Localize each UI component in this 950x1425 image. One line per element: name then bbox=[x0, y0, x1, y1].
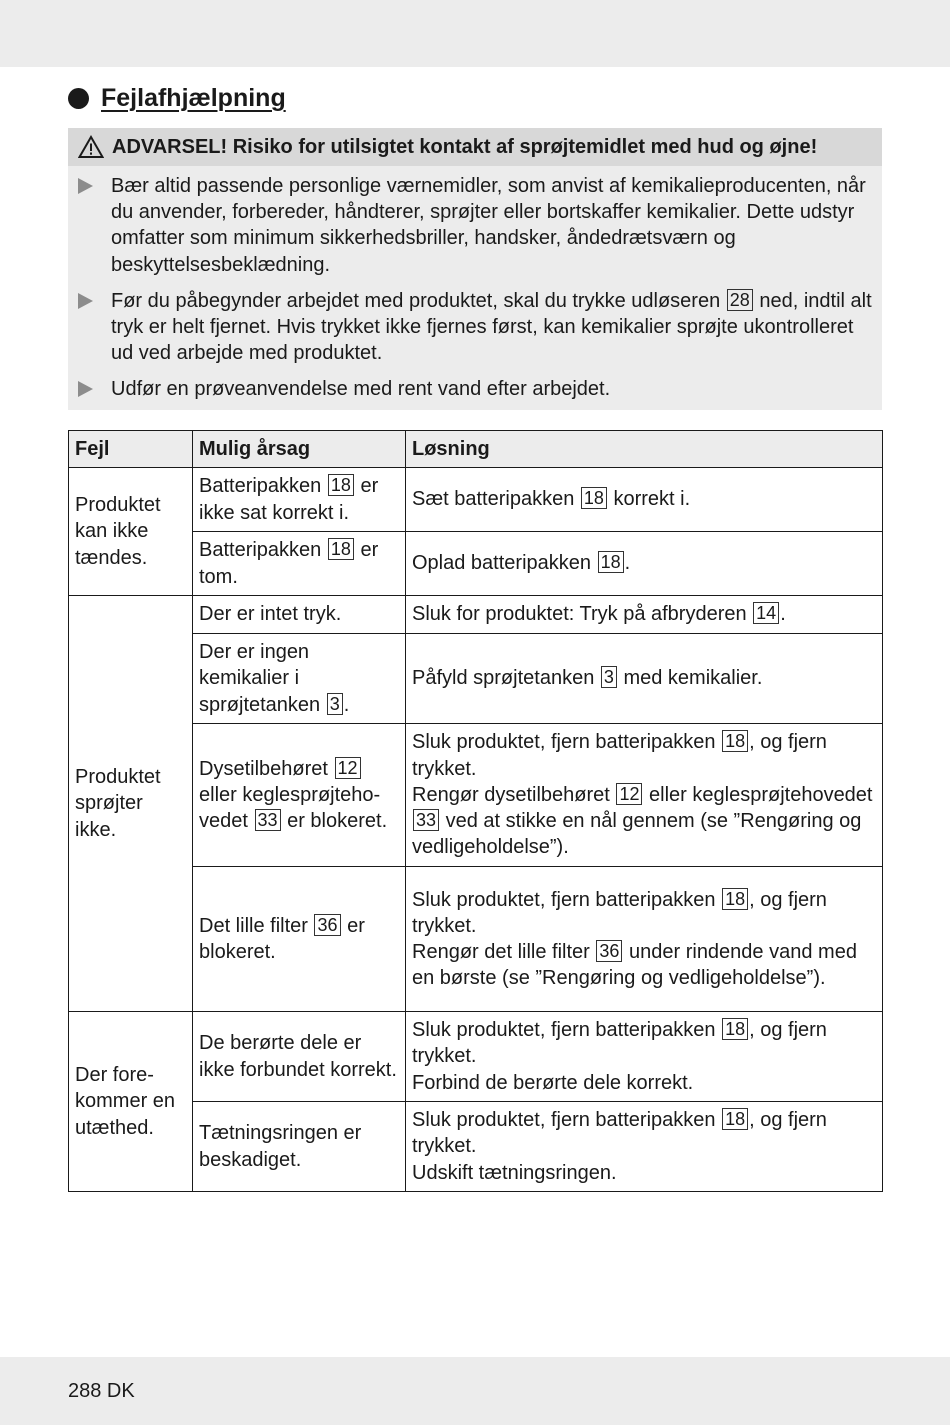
warning-item-text: Bær altid passende personlige værnemidler, som anvist af kemikalieproducenten, når du anvender, forbereder, håndterer, sprøjter eller bortskaffer kemikalier. Dette udstyr omfatter som minimum sikkerhedsbriller, handsker, åndedrætsværn og beskyttelsesbeklædning. bbox=[111, 175, 866, 276]
cause-cell: Der er intet tryk. bbox=[193, 596, 406, 634]
part-ref: 18 bbox=[722, 1018, 748, 1040]
warning-title: ADVARSEL! Risiko for utilsigtet kontakt af sprøjtemidlet med hud og øjne! bbox=[112, 135, 818, 158]
fault-cell: Produktet sprøjter ikke. bbox=[69, 596, 193, 1012]
table-row bbox=[69, 1012, 883, 1102]
solution-cell: Sluk for produktet: Tryk på afbryderen 14 . bbox=[406, 596, 883, 634]
part-ref: 18 bbox=[328, 474, 354, 496]
warning-header bbox=[68, 128, 882, 166]
warning-triangle-icon bbox=[78, 135, 104, 159]
part-ref: 18 bbox=[722, 730, 748, 752]
fault-cell: Der fore-kommer en utæthed. bbox=[69, 1012, 193, 1192]
part-ref: 36 bbox=[596, 940, 622, 962]
part-ref: 33 bbox=[413, 809, 439, 831]
solution-cell: Påfyld sprøjtetanken 3 med kemikalier. bbox=[406, 634, 883, 724]
triangle-bullet-icon bbox=[78, 178, 93, 194]
part-ref: 36 bbox=[314, 914, 340, 936]
column-header-solution: Løsning bbox=[406, 431, 883, 468]
cause-cell: Batteripakken 18 er tom. bbox=[193, 532, 406, 596]
solution-cell: Sæt batteripakken 18 korrekt i. bbox=[406, 468, 883, 532]
part-ref: 12 bbox=[335, 757, 361, 779]
cause-cell: Der er ingen kemikalier i sprøjtetanken 3 . bbox=[193, 634, 406, 724]
part-ref: 18 bbox=[722, 1108, 748, 1130]
solution-cell: Oplad batteripakken 18 . bbox=[406, 532, 883, 596]
part-ref: 28 bbox=[727, 289, 753, 311]
header-band bbox=[0, 0, 950, 67]
warning-item-text: Før du påbegynder arbejdet med produktet, skal du trykke udløseren 28 ned, indtil alt tryk er helt fjernet. Hvis trykket ikke fjernes først, kan kemikalier sprøjte ukontrolleret ud ved arbejde med produktet. bbox=[111, 289, 872, 365]
solution-cell: Sluk produktet, fjern batteripakken 18 , og fjern trykket. Forbind de berørte dele korrekt. bbox=[406, 1012, 883, 1102]
part-ref: 18 bbox=[328, 538, 354, 560]
troubleshooting-table bbox=[68, 430, 883, 1192]
warning-box bbox=[68, 128, 882, 410]
part-ref: 18 bbox=[581, 487, 607, 509]
bullet-icon bbox=[68, 88, 89, 109]
column-header-cause: Mulig årsag bbox=[193, 431, 406, 468]
cause-cell: Det lille filter 36 er blokeret. bbox=[193, 867, 406, 1012]
table-row bbox=[69, 468, 883, 532]
page-title: Fejlafhjælpning bbox=[101, 84, 286, 112]
part-ref: 3 bbox=[601, 666, 617, 688]
fault-cell: Produktet kan ikke tændes. bbox=[69, 468, 193, 596]
part-ref: 14 bbox=[753, 602, 779, 624]
table-header-row bbox=[69, 431, 883, 468]
part-ref: 3 bbox=[327, 693, 343, 715]
warning-item-text: Udfør en prøveanvendelse med rent vand efter arbejdet. bbox=[111, 378, 611, 401]
warning-item bbox=[78, 173, 874, 278]
cause-cell: Tætningsringen er beskadiget. bbox=[193, 1102, 406, 1192]
solution-cell: Sluk produktet, fjern batteripakken 18 , og fjern trykket. Rengør dysetilbehøret 12 eller keglesprøjtehovedet 33 ved at stikke en nål gennem (se ”Rengøring og vedligeholdelse”). bbox=[406, 724, 883, 867]
part-ref: 18 bbox=[598, 551, 624, 573]
cause-cell: De berørte dele er ikke forbundet korrekt. bbox=[193, 1012, 406, 1102]
page-number: 288 DK bbox=[68, 1380, 135, 1402]
footer-band bbox=[0, 1357, 950, 1425]
solution-cell: Sluk produktet, fjern batteripakken 18 , og fjern trykket. Rengør det lille filter 36 under rindende vand med en børste (se ”Rengøring og vedligeholdelse”). bbox=[406, 867, 883, 1012]
solution-cell: Sluk produktet, fjern batteripakken 18 , og fjern trykket. Udskift tætningsringen. bbox=[406, 1102, 883, 1192]
triangle-bullet-icon bbox=[78, 293, 93, 309]
warning-item bbox=[78, 376, 874, 402]
cause-cell: Batteripakken 18 er ikke sat korrekt i. bbox=[193, 468, 406, 532]
triangle-bullet-icon bbox=[78, 381, 93, 397]
cause-cell: Dysetilbehøret 12 eller keglesprøjteho-vedet 33 er blokeret. bbox=[193, 724, 406, 867]
section-heading bbox=[68, 84, 286, 113]
part-ref: 33 bbox=[255, 809, 281, 831]
part-ref: 12 bbox=[616, 783, 642, 805]
warning-item bbox=[78, 288, 874, 367]
column-header-fault: Fejl bbox=[69, 431, 193, 468]
table-row bbox=[69, 596, 883, 634]
part-ref: 18 bbox=[722, 888, 748, 910]
